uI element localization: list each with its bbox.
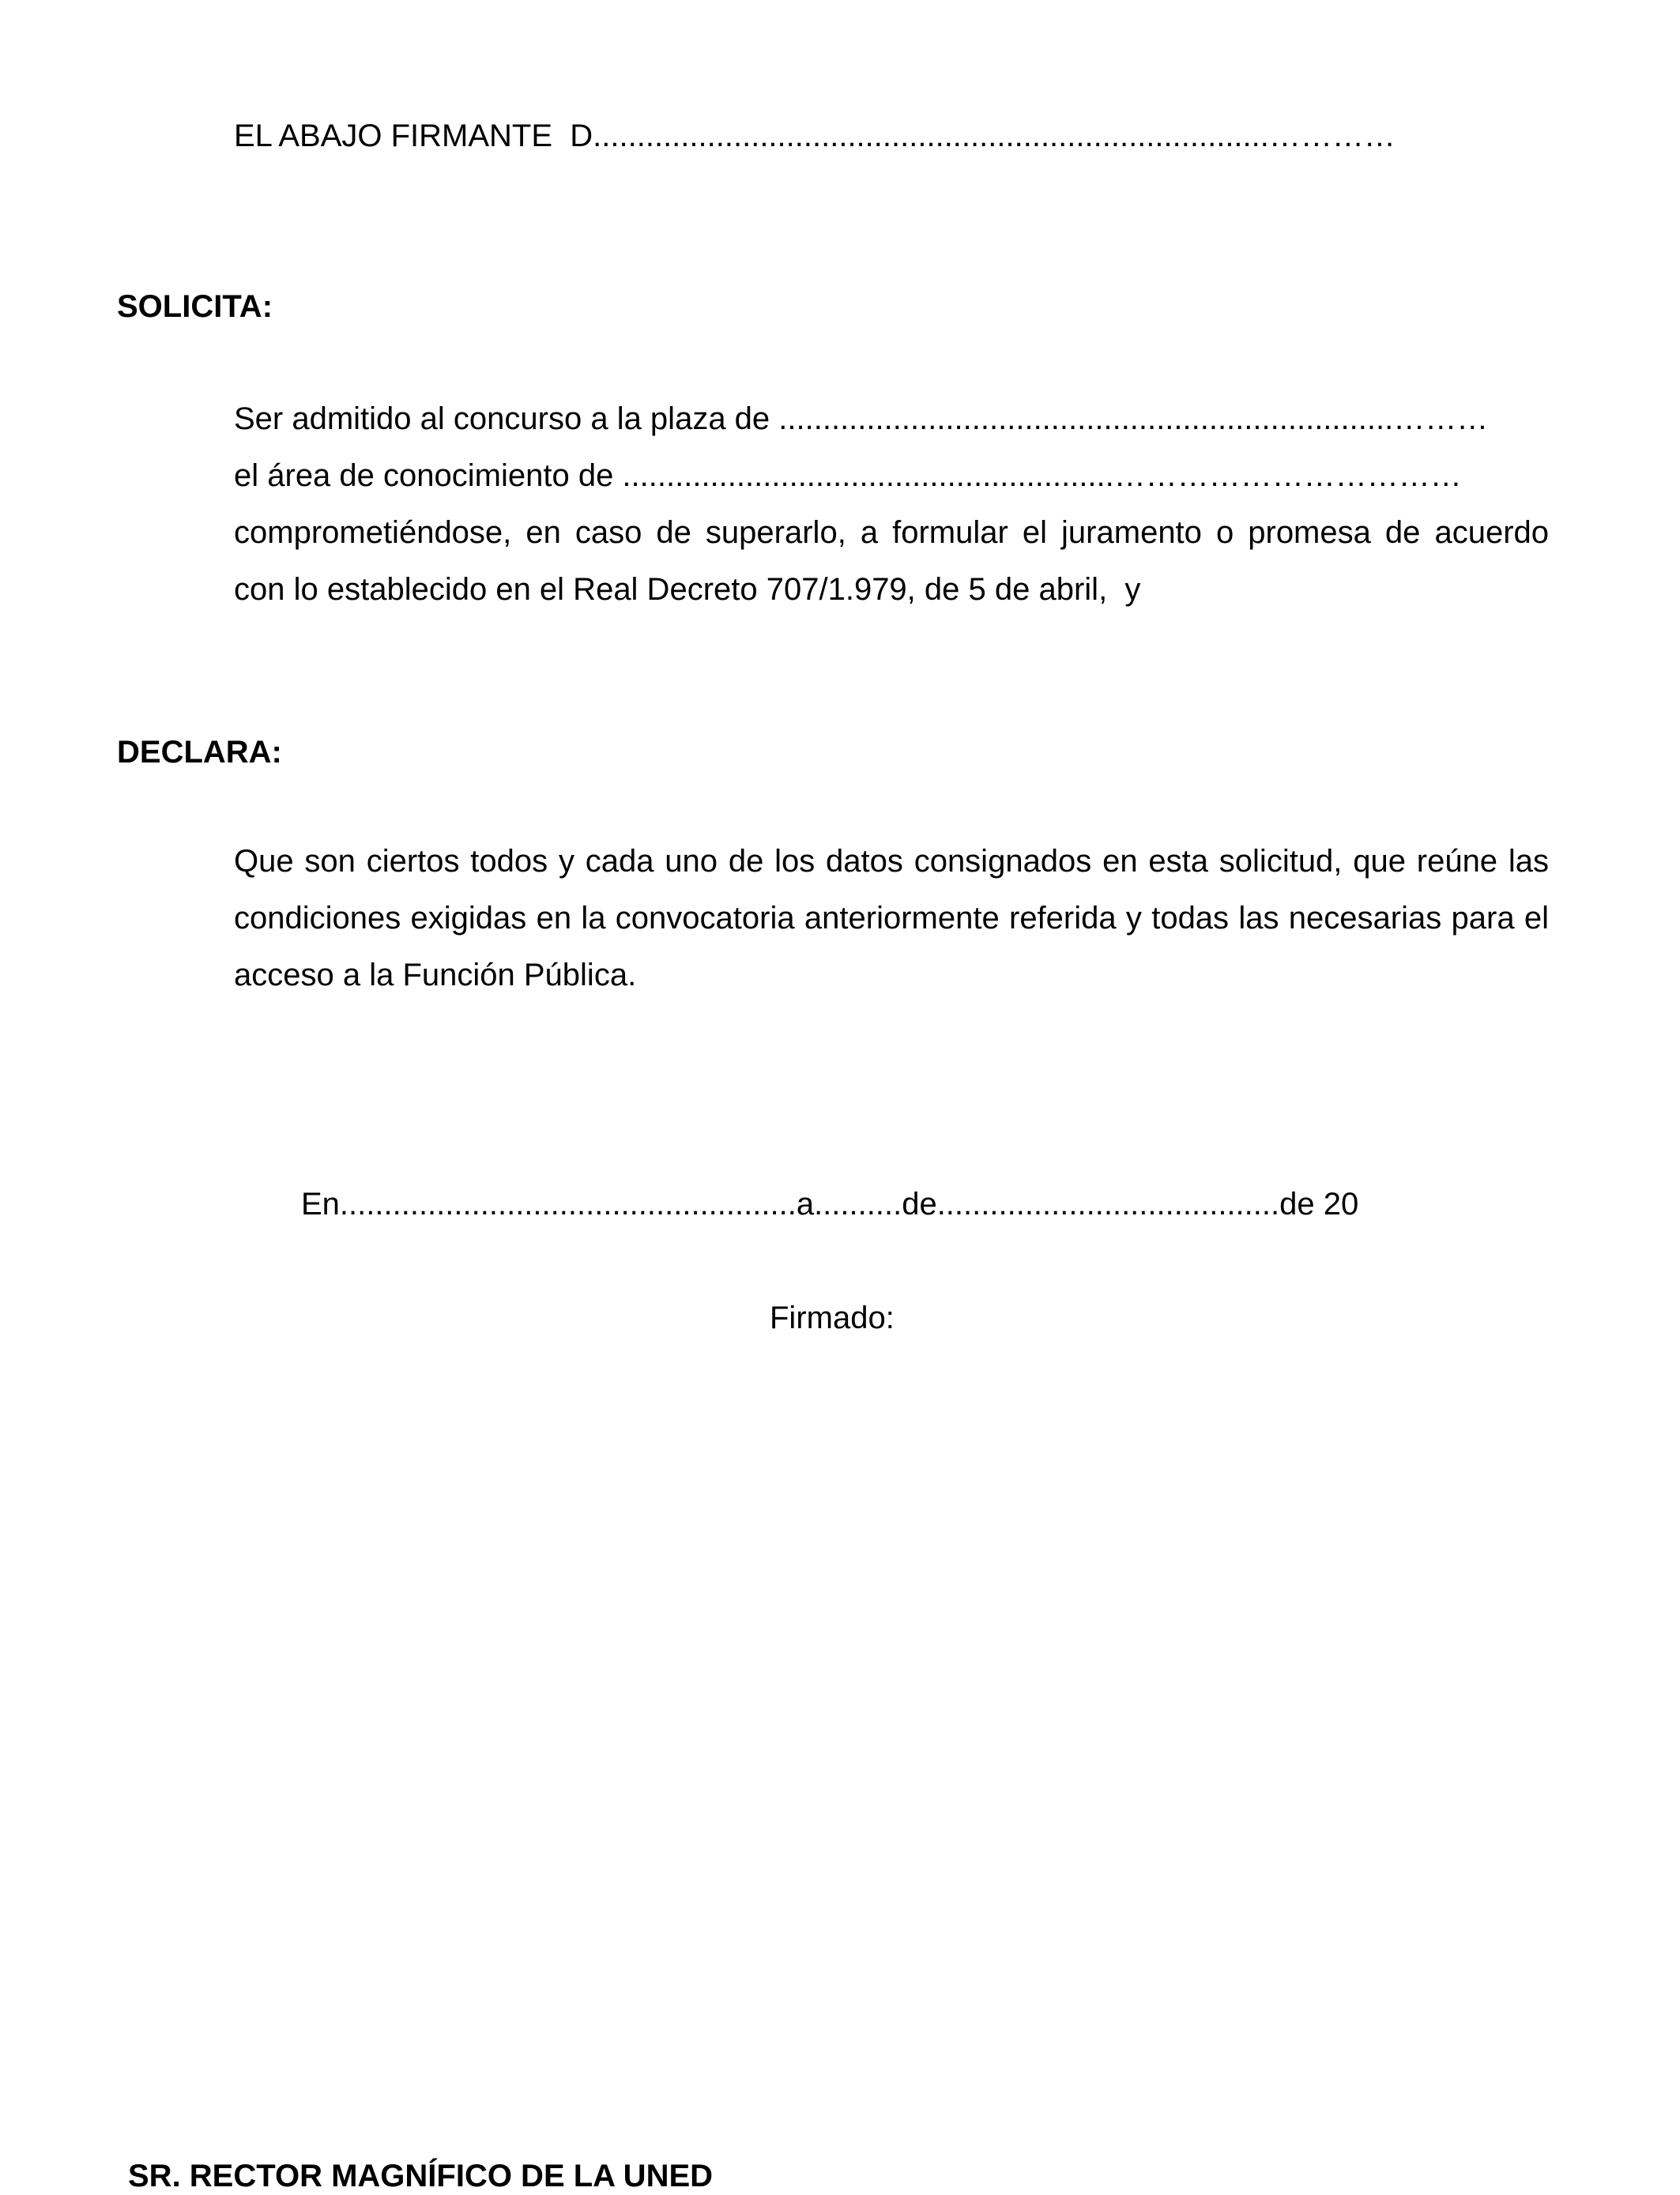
- solicita-line-position: Ser admitido al concurso a la plaza de ......................................................................………: [234, 401, 1489, 436]
- solicita-line-commitment: comprometiéndose, en caso de superarlo, a formular el juramento o promesa de acuerdo: [234, 515, 1549, 550]
- addressee: SR. RECTOR MAGNÍFICO DE LA UNED: [128, 2159, 714, 2193]
- solicita-heading: SOLICITA:: [117, 289, 273, 324]
- solicita-line-area: el área de conocimiento de ........................................................……………………………: [234, 458, 1462, 493]
- declara-heading: DECLARA:: [117, 735, 282, 770]
- solicita-line-decree: con lo establecido en el Real Decreto 707/1.979, de 5 de abril, y: [234, 572, 1141, 607]
- declara-paragraph: Que son ciertos todos y cada uno de los datos consignados en esta solicitud, que reúne las condiciones exigidas en la convocatoria anteriormente referida y todas las necesarias para el acceso a la Función Pública.: [234, 844, 1549, 992]
- signed-label: Firmado:: [770, 1301, 895, 1335]
- place-date-line: En....................................................a..........de.......................................de 20: [301, 1187, 1359, 1222]
- applicant-line: EL ABAJO FIRMANTE D.............................................................................…………: [234, 119, 1396, 153]
